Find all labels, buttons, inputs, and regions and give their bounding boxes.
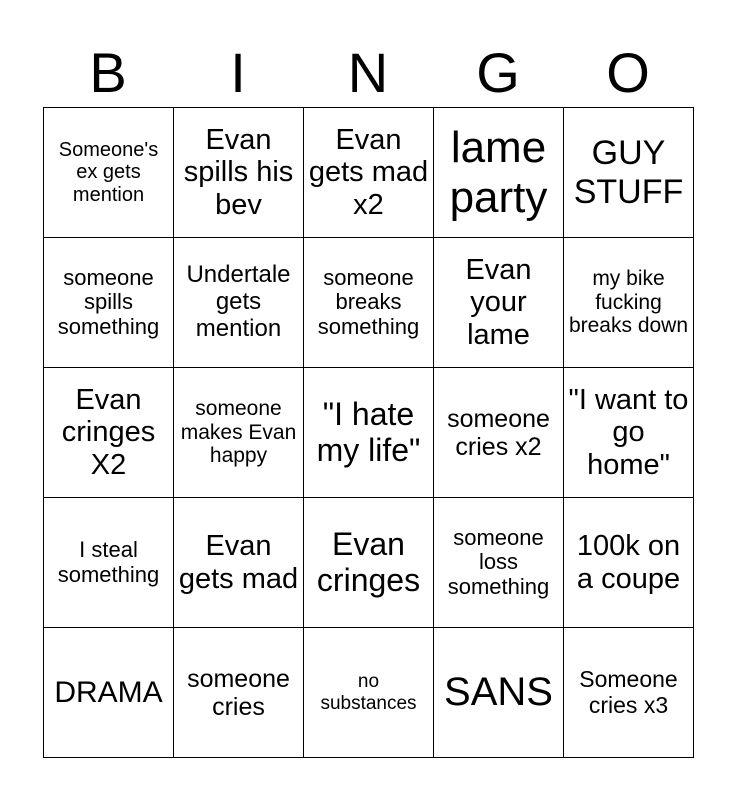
bingo-cell[interactable]: someone makes Evan happy bbox=[174, 368, 304, 498]
bingo-cell[interactable]: Evan cringes X2 bbox=[44, 368, 174, 498]
bingo-cell[interactable]: Evan cringes bbox=[304, 498, 434, 628]
bingo-cell[interactable]: GUY STUFF bbox=[564, 108, 694, 238]
board-row bbox=[44, 498, 694, 628]
bingo-cell[interactable]: Someone's ex gets mention bbox=[44, 108, 174, 238]
bingo-cell[interactable]: someone cries bbox=[174, 628, 304, 758]
header-letter-g: G bbox=[476, 41, 520, 104]
header-letter-o: O bbox=[606, 41, 650, 104]
bingo-cell[interactable]: Undertale gets mention bbox=[174, 238, 304, 368]
bingo-cell[interactable]: Evan spills his bev bbox=[174, 108, 304, 238]
bingo-cell[interactable]: lame party bbox=[434, 108, 564, 238]
bingo-cell[interactable]: someone breaks something bbox=[304, 238, 434, 368]
bingo-cell[interactable]: someone loss something bbox=[434, 498, 564, 628]
bingo-board bbox=[43, 107, 694, 758]
bingo-cell[interactable]: Evan gets mad x2 bbox=[304, 108, 434, 238]
board-row bbox=[44, 368, 694, 498]
bingo-cell[interactable]: my bike fucking breaks down bbox=[564, 238, 694, 368]
header-letter-i: I bbox=[230, 41, 246, 104]
bingo-cell[interactable]: DRAMA bbox=[44, 628, 174, 758]
board-row bbox=[44, 108, 694, 238]
bingo-cell[interactable]: someone cries x2 bbox=[434, 368, 564, 498]
bingo-cell[interactable]: Evan your lame bbox=[434, 238, 564, 368]
bingo-header bbox=[43, 38, 693, 108]
bingo-cell[interactable]: 100k on a coupe bbox=[564, 498, 694, 628]
bingo-cell[interactable]: Evan gets mad bbox=[174, 498, 304, 628]
board-row bbox=[44, 238, 694, 368]
bingo-cell[interactable]: Someone cries x3 bbox=[564, 628, 694, 758]
bingo-cell[interactable]: SANS bbox=[434, 628, 564, 758]
bingo-cell[interactable]: no substances bbox=[304, 628, 434, 758]
board-row bbox=[44, 628, 694, 758]
bingo-cell[interactable]: "I want to go home" bbox=[564, 368, 694, 498]
bingo-cell[interactable]: "I hate my life" bbox=[304, 368, 434, 498]
bingo-cell[interactable]: someone spills something bbox=[44, 238, 174, 368]
header-letter-b: B bbox=[89, 41, 127, 104]
bingo-cell[interactable]: I steal something bbox=[44, 498, 174, 628]
header-letter-n: N bbox=[347, 41, 389, 104]
